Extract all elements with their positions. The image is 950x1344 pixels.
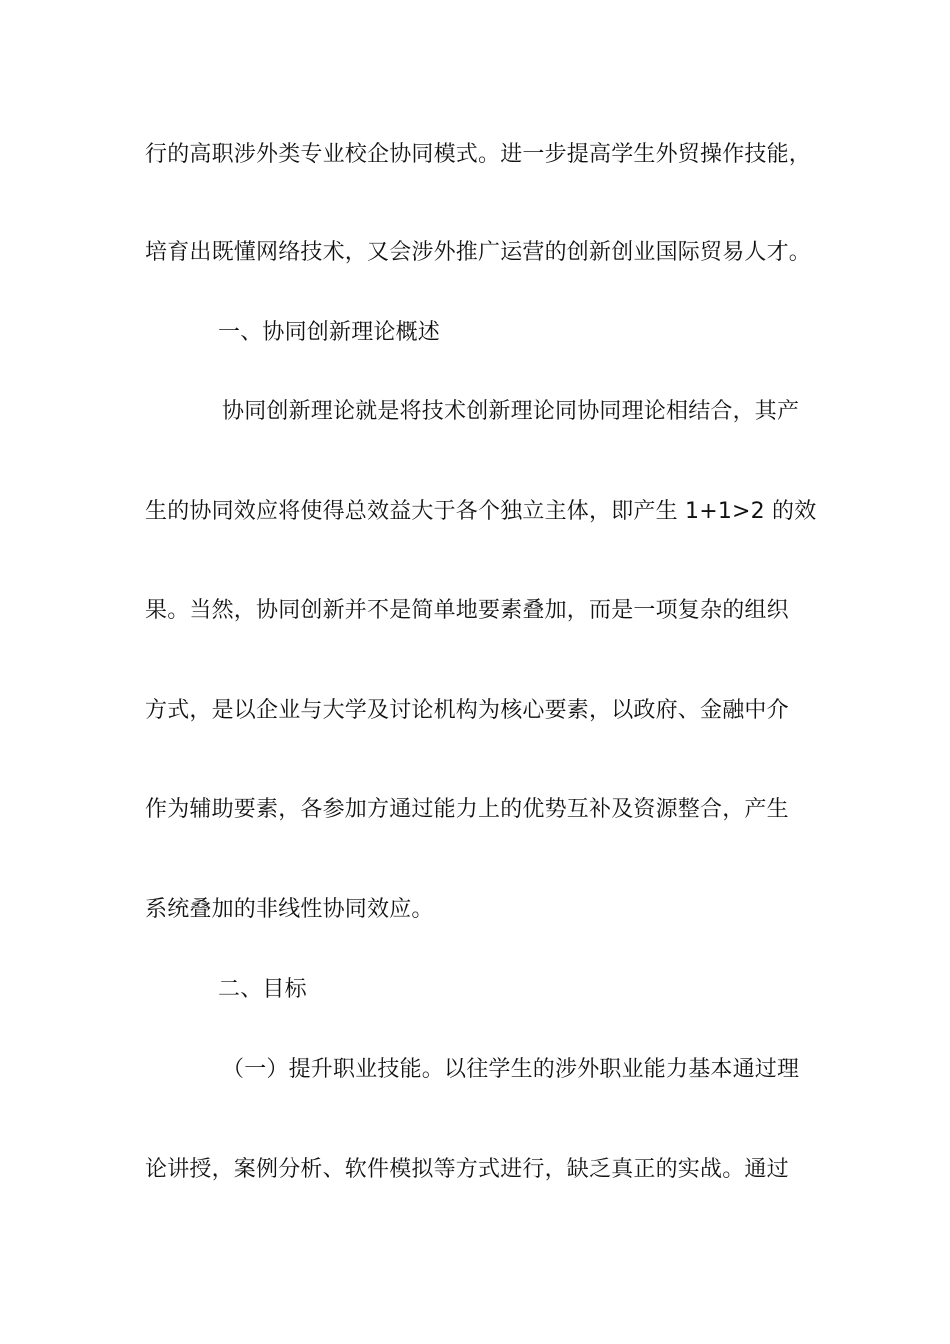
paragraph-line: 系统叠加的非线性协同效应。 [145, 897, 434, 922]
paragraph-line: 论讲授，案例分析、软件模拟等方式进行，缺乏真正的实战。通过 [145, 1157, 789, 1182]
paragraph-line: 行的高职涉外类专业校企协同模式。进一步提高学生外贸操作技能， [145, 142, 812, 167]
paragraph-line: 方式，是以企业与大学及讨论机构为核心要素，以政府、金融中介 [145, 698, 789, 723]
paragraph-line: 培育出既懂网络技术，又会涉外推广运营的创新创业国际贸易人才。 [145, 240, 812, 265]
paragraph-line: 生的协同效应将使得总效益大于各个独立主体，即产生 1+1>2 的效 [145, 499, 817, 524]
paragraph-line: 果。当然，协同创新并不是简单地要素叠加，而是一项复杂的组织 [145, 598, 789, 623]
section-heading: 二、目标 [218, 977, 307, 1002]
paragraph-line: 协同创新理论就是将技术创新理论同协同理论相结合，其产 [222, 399, 800, 424]
paragraph-line: （一）提升职业技能。以往学生的涉外职业能力基本通过理 [222, 1057, 800, 1082]
section-heading: 一、协同创新理论概述 [218, 320, 441, 345]
paragraph-line: 作为辅助要素，各参加方通过能力上的优势互补及资源整合，产生 [145, 797, 789, 822]
